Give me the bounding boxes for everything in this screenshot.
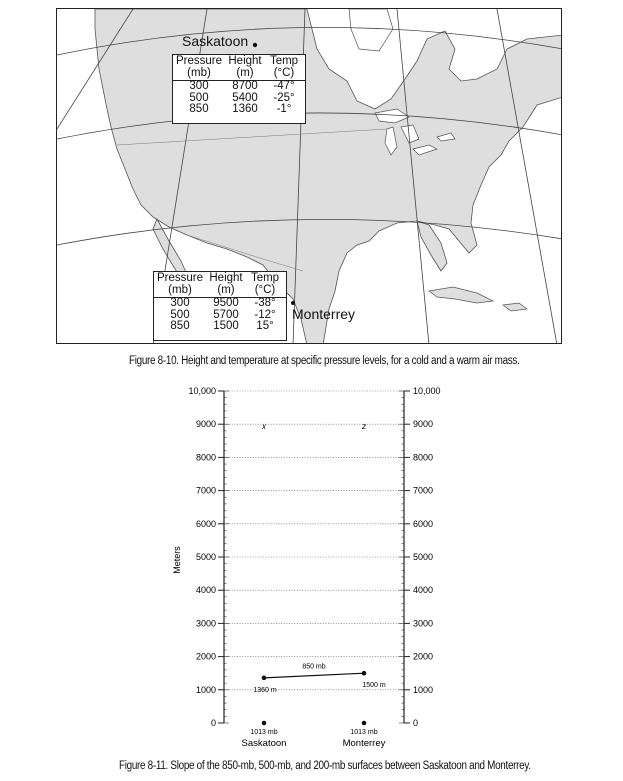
header-height: Height — [228, 55, 262, 67]
series-line-850mb — [264, 673, 364, 678]
header-height-unit: (m) — [217, 283, 235, 296]
y-tick-label-right: 6000 — [413, 518, 434, 529]
surface-point — [362, 721, 367, 726]
map-panel — [56, 8, 562, 344]
table-row — [154, 321, 286, 333]
cell-pressure: 500 — [170, 308, 190, 321]
marker-z: z — [362, 422, 366, 432]
cell-temp: -38° — [254, 297, 276, 309]
saskatoon-data-table — [172, 54, 306, 124]
cell-pressure: 300 — [189, 80, 209, 92]
y-tick-label-right: 1000 — [413, 684, 434, 695]
table-row — [154, 298, 286, 310]
y-tick-label-right: 3000 — [413, 618, 434, 629]
cell-height: 8700 — [232, 80, 258, 92]
cell-height: 1360 — [232, 103, 258, 115]
y-tick-label-left: 6000 — [195, 518, 216, 529]
table-header — [173, 55, 305, 81]
grid-lines — [224, 391, 404, 690]
cell-temp: 15° — [256, 320, 274, 332]
surface-point — [262, 721, 267, 726]
header-temp: Temp — [250, 272, 280, 284]
header-temp-unit: (°C) — [254, 283, 276, 296]
header-pressure-unit: (mb) — [187, 66, 211, 79]
header-pressure-unit: (mb) — [168, 283, 192, 296]
header-height-unit: (m) — [236, 66, 254, 79]
category-label: Monterrey — [342, 738, 386, 749]
y-tick-label-right: 0 — [413, 718, 419, 728]
y-tick-label-right: 7000 — [413, 485, 434, 496]
cell-pressure: 850 — [189, 103, 209, 115]
y-tick-label-right: 9000 — [413, 419, 434, 430]
axes — [218, 391, 410, 723]
saskatoon-label: Saskatoon — [182, 33, 249, 49]
y-tick-label-left: 5000 — [195, 552, 216, 562]
monterrey-label: Monterrey — [292, 306, 356, 322]
y-tick-label-left: 3000 — [195, 618, 216, 629]
y-tick-label-left: 7000 — [195, 485, 216, 496]
table-row — [173, 104, 305, 116]
data-point-saskatoon — [262, 676, 267, 681]
header-height: Height — [209, 272, 243, 284]
table-header — [154, 272, 286, 298]
cell-height: 9500 — [213, 297, 239, 309]
monterrey-dot — [291, 301, 295, 305]
header-pressure: Pressure — [175, 55, 223, 67]
cell-temp: -25° — [273, 91, 295, 104]
y-tick-label-left: 1000 — [195, 684, 216, 695]
cell-temp: -47° — [273, 80, 295, 92]
table-row — [173, 81, 305, 93]
cell-temp: -1° — [276, 103, 292, 115]
y-tick-label-right: 4000 — [413, 585, 434, 596]
cell-height: 5400 — [232, 91, 258, 104]
header-temp-unit: (°C) — [273, 66, 295, 79]
data-point-monterrey — [362, 671, 367, 676]
y-tick-label-left: 2000 — [195, 651, 216, 662]
cell-pressure: 850 — [170, 320, 190, 332]
y-tick-label-left: 10,000 — [188, 386, 216, 396]
cell-pressure: 300 — [170, 297, 190, 309]
cell-height: 5700 — [213, 308, 239, 321]
header-pressure: Pressure — [156, 272, 204, 284]
marker-x: x — [262, 422, 266, 432]
data-label-monterrey: 1500 m — [362, 682, 386, 690]
category-label: Saskatoon — [241, 738, 287, 749]
saskatoon-dot — [253, 43, 257, 47]
y-tick-label-left: 9000 — [195, 419, 216, 430]
y-tick-label-left: 8000 — [195, 452, 216, 463]
figure-8-10-caption: Figure 8-10. Height and temperature at specific pressure levels, for a cold and a warm air mass. — [129, 355, 520, 367]
category-sub-label: 1013 mb — [350, 729, 378, 736]
cell-temp: -12° — [254, 308, 276, 321]
north-america-map — [57, 9, 562, 344]
series-name-label: 850 mb — [302, 663, 326, 671]
figure-8-11-caption: Figure 8-11. Slope of the 850-mb, 500-mb, and 200-mb surfaces between Saskatoon and Monterrey. — [119, 760, 531, 772]
y-tick-label-left: 4000 — [195, 585, 216, 596]
y-tick-label-right: 8000 — [413, 452, 434, 463]
slope-chart — [150, 380, 460, 750]
y-tick-label-right: 10,000 — [413, 386, 441, 396]
y-tick-label-right: 5000 — [413, 552, 434, 562]
y-tick-label-right: 2000 — [413, 651, 434, 662]
y-axis-label: Meters — [172, 546, 182, 574]
header-temp: Temp — [269, 55, 299, 67]
category-sub-label: 1013 mb — [250, 729, 278, 736]
cell-pressure: 500 — [189, 91, 209, 104]
monterrey-data-table — [153, 271, 287, 341]
hudson-bay — [349, 9, 393, 51]
data-label-saskatoon: 1360 m — [253, 686, 277, 694]
y-tick-label-left: 0 — [210, 718, 216, 728]
chart-marks — [242, 422, 386, 749]
cell-height: 1500 — [213, 320, 239, 332]
caribbean-islands — [429, 287, 527, 311]
